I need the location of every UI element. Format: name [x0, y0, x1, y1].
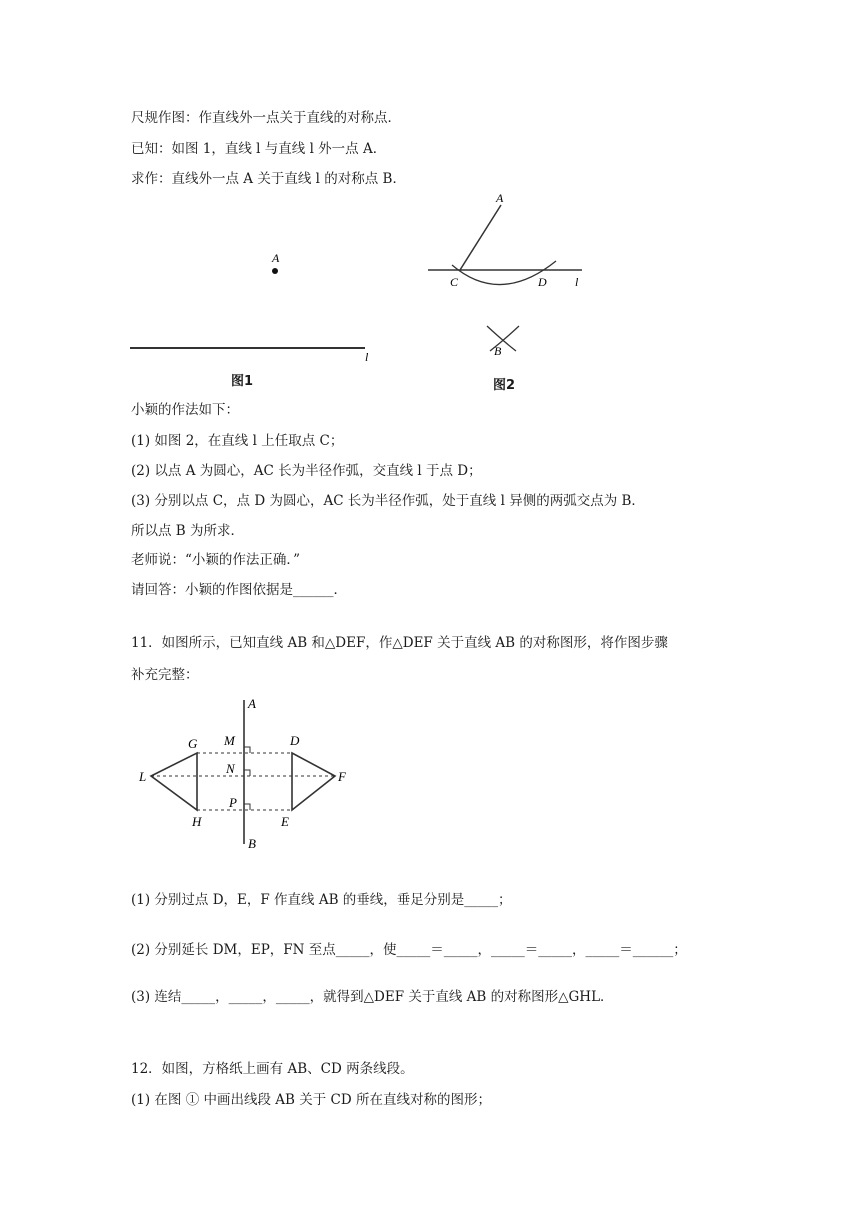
q10-title: 尺规作图：作直线外一点关于直线的对称点．: [131, 110, 401, 126]
q10-teacher: 老师说：“小颖的作法正确．”: [131, 552, 301, 568]
fig2-segment-ac: [460, 205, 501, 270]
label-g: G: [188, 736, 198, 751]
fig1-label-a: A: [272, 251, 280, 265]
fig2-label-b: B: [494, 344, 502, 358]
figure-2: [420, 188, 600, 358]
label-a: A: [248, 696, 256, 711]
q12-line-1: 12．如图，方格纸上画有 AB、CD 两条线段。: [131, 1061, 414, 1077]
q10-conclusion: 所以点 B 为所求．: [131, 523, 245, 539]
fig2-label-a: A: [496, 191, 504, 205]
fig2-label-l: l: [575, 275, 579, 289]
triangle-def: [292, 753, 335, 810]
label-e: E: [281, 814, 289, 829]
label-n: N: [226, 761, 235, 776]
label-l: L: [139, 769, 147, 784]
q11-line-1: 11．如图所示，已知直线 AB 和△DEF，作△DEF 关于直线 AB 的对称图形，将作图步骤: [131, 635, 668, 651]
label-m: M: [224, 733, 235, 748]
figure-1: [125, 240, 385, 400]
q10-question: 请回答：小颖的作图依据是______．: [131, 582, 347, 598]
triangle-ghl: [151, 753, 197, 810]
q10-task: 求作：直线外一点 A 关于直线 l 的对称点 B．: [131, 171, 406, 187]
label-p: P: [229, 795, 237, 810]
q10-step-2: (2) 以点 A 为圆心，AC 长为半径作弧，交直线 l 于点 D；: [131, 463, 482, 479]
fig2-label-c: C: [450, 275, 459, 289]
label-h: H: [192, 814, 202, 829]
label-b: B: [248, 836, 256, 851]
fig2-caption: 图2: [493, 378, 516, 393]
figure-q11: [135, 692, 365, 857]
fig2-arc-b1: [487, 326, 516, 351]
fig1-label-l: l: [365, 350, 369, 364]
fig1-caption: 图1: [231, 374, 254, 389]
q11-line-2: 补充完整：: [131, 667, 199, 683]
point-a-dot: [272, 268, 278, 274]
q11-step-1: (1) 分别过点 D，E，F 作直线 AB 的垂线，垂足分别是_____；: [131, 892, 512, 908]
q12-step-1: (1) 在图 ① 中画出线段 AB 关于 CD 所在直线对称的图形；: [131, 1092, 491, 1108]
q11-step-2: (2) 分别延长 DM，EP，FN 至点_____，使_____＝_____，_____＝_____，_____＝______；: [131, 942, 687, 958]
label-f: F: [338, 769, 346, 784]
q10-step-1: (1) 如图 2，在直线 l 上任取点 C；: [131, 433, 344, 449]
q10-step-3: (3) 分别以点 C，点 D 为圆心，AC 长为半径作弧，处于直线 l 异侧的两弧交点为 B．: [131, 493, 645, 509]
right-angle-p: [244, 804, 250, 810]
fig2-label-d: D: [538, 275, 547, 289]
right-angle-m: [244, 747, 250, 753]
q10-method-intro: 小颖的作法如下：: [131, 402, 239, 418]
label-d: D: [290, 733, 300, 748]
right-angle-n: [244, 770, 250, 776]
q10-known: 已知：如图 1，直线 l 与直线 l 外一点 A．: [131, 141, 387, 157]
q11-step-3: (3) 连结_____，_____，_____，就得到△DEF 关于直线 AB 的对称图形△GHL．: [131, 989, 614, 1005]
